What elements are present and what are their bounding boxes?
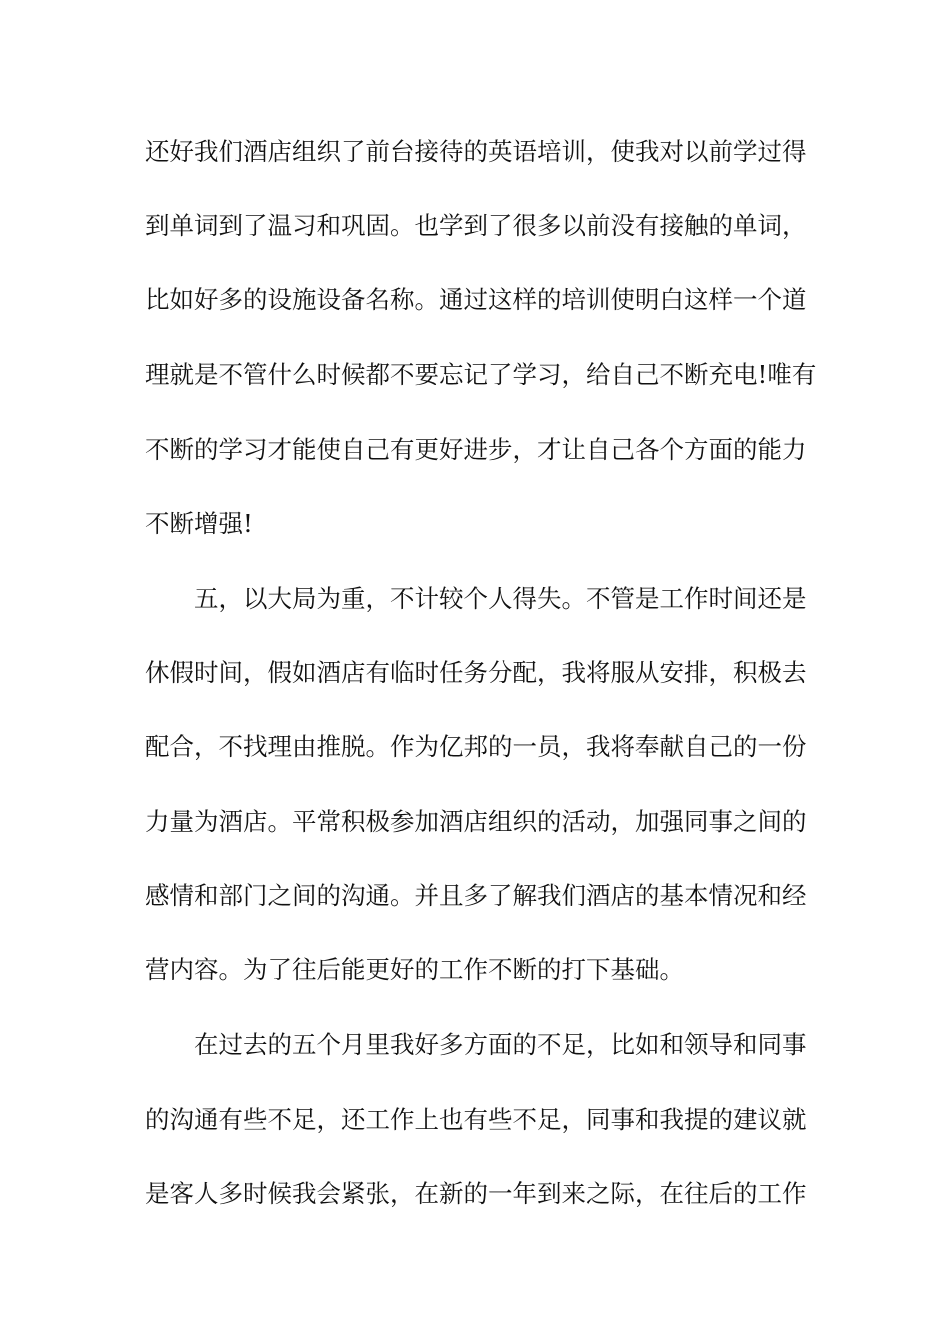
- text-line-4: 理就是不管什么时候都不要忘记了学习，给自己不断充电!唯有: [145, 360, 817, 389]
- text-line-6: 不断增强!: [145, 509, 253, 538]
- text-line-2: 到单词到了温习和巩固。也学到了很多以前没有接触的单词，: [145, 211, 807, 240]
- text-line-10: 力量为酒店。平常积极参加酒店组织的活动，加强同事之间的: [145, 807, 807, 836]
- text-line-15: 是客人多时候我会紧张，在新的一年到来之际，在往后的工作: [145, 1179, 807, 1208]
- text-line-12: 营内容。为了往后能更好的工作不断的打下基础。: [145, 955, 684, 984]
- paragraph-heading-five: 五，以大局为重，不计较个人得失。不管是工作时间还是: [194, 584, 807, 613]
- text-line-1: 还好我们酒店组织了前台接待的英语培训，使我对以前学过得: [145, 137, 807, 166]
- text-line-9: 配合，不找理由推脱。作为亿邦的一员，我将奉献自己的一份: [145, 732, 807, 761]
- text-line-14: 的沟通有些不足，还工作上也有些不足，同事和我提的建议就: [145, 1105, 807, 1134]
- text-line-8: 休假时间，假如酒店有临时任务分配，我将服从安排，积极去: [145, 658, 807, 687]
- text-line-11: 感情和部门之间的沟通。并且多了解我们酒店的基本情况和经: [145, 881, 807, 910]
- text-line-5: 不断的学习才能使自己有更好进步，才让自己各个方面的能力: [145, 435, 807, 464]
- paragraph-start-line: 在过去的五个月里我好多方面的不足，比如和领导和同事: [194, 1030, 807, 1059]
- text-line-3: 比如好多的设施设备名称。通过这样的培训使明白这样一个道: [145, 285, 807, 314]
